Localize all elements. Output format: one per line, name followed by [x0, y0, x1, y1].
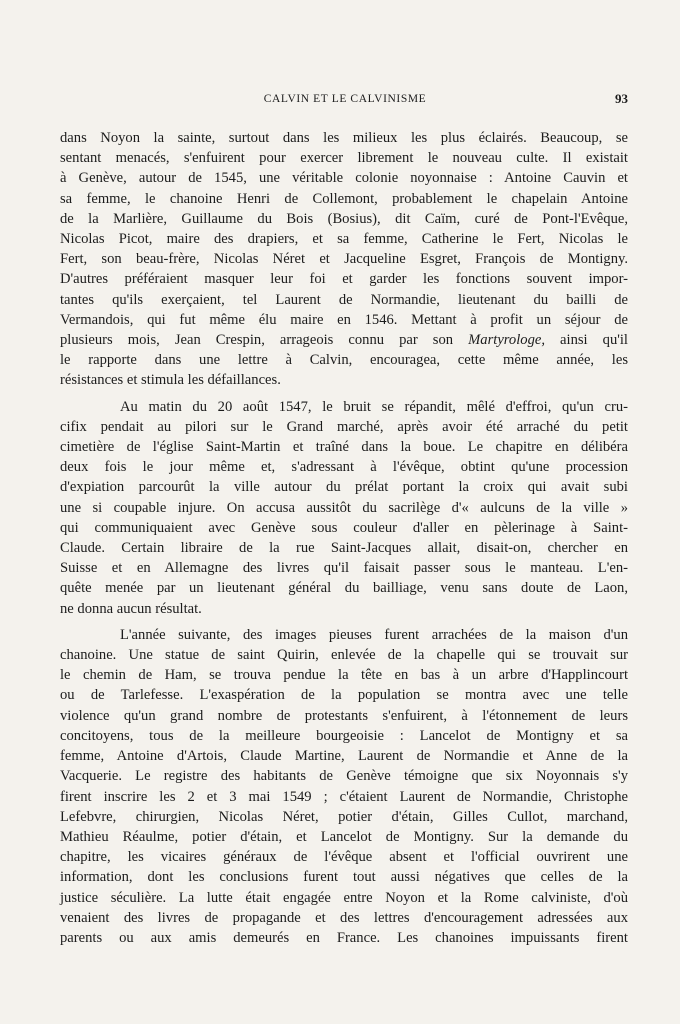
text-line: firent inscrire les 2 et 3 mai 1549 ; c'étaient Laurent de Normandie, Christophe [60, 788, 628, 805]
text-line: résistances et stimula les défaillances. [60, 372, 281, 389]
text-line: information, dont les conclusions furent tout aussi négatives que celles de la [60, 869, 628, 886]
text-line: le rapporte dans une lettre à Calvin, encouragea, cette même année, les [60, 352, 628, 369]
text-line: Vacquerie. Le registre des habitants de Genève témoigne que six Noyonnais s'y [60, 768, 628, 785]
text-line: tantes qu'ils exerçaient, tel Laurent de Normandie, lieutenant du bailli de [60, 291, 628, 308]
text-line: Au matin du 20 août 1547, le bruit se répandit, mêlé d'effroi, qu'un cru- [120, 398, 628, 415]
paragraph-3 [60, 625, 628, 948]
text-line: cimetière de l'église Saint-Martin et traîné dans la boue. Le chapitre en délibéra [60, 439, 628, 456]
text-line: Claude. Certain libraire de la rue Saint-Jacques allait, disait-on, chercher en [60, 540, 628, 557]
text-line: concitoyens, tous de la meilleure bourgeoisie : Lancelot de Montigny et sa [60, 727, 628, 744]
paragraph-2 [60, 397, 628, 619]
text-line: justice séculière. La lutte était engagée entre Noyon et la Rome calviniste, d'où [60, 889, 628, 906]
text-line: ou de Tarlefesse. L'exaspération de la population se montra avec une telle [60, 687, 628, 704]
text-line: Nicolas Picot, maire des drapiers, et sa femme, Catherine le Fert, Nicolas le [60, 231, 628, 248]
text-line: venaient des livres de propagande et des lettres d'encouragement adressées aux [60, 909, 628, 926]
text-line: quête menée par un lieutenant général du bailliage, venu sans doute de Laon, [60, 580, 628, 597]
paragraph-1 [60, 128, 628, 391]
text-fragment: ainsi qu'il [560, 332, 628, 349]
text-line: Suisse et en Allemagne des livres qu'il faisait passer sous le manteau. L'en- [60, 560, 628, 577]
text-line: à Genève, autour de 1545, une véritable colonie noyonnaise : Antoine Cauvin et [60, 170, 628, 187]
page-number: 93 [615, 91, 628, 106]
text-line: d'expiation parcourût la ville autour du prélat portant la croix qui avait subi [60, 479, 628, 496]
running-title: CALVIN ET LE CALVINISME [263, 93, 427, 105]
text-line: parents ou aux amis demeurés en France. Les chanoines impuissants firent [60, 929, 628, 946]
text-line: de la Marlière, Guillaume du Bois (Bosius), dit Caïm, curé de Pont-l'Evêque, [60, 210, 628, 227]
text-line: Lefebvre, chirurgien, Nicolas Néret, potier d'étain, Gilles Cullot, marchand, [60, 808, 628, 825]
text-line: chapitre, les vicaires généraux de l'évêque absent et l'official ouvrirent une [60, 849, 628, 866]
text-line: Mathieu Réaulme, potier d'étain, et Lancelot de Montigny. Sur la demande du [60, 828, 628, 845]
text-line: Fert, son beau-frère, Nicolas Néret et Jacqueline Esgret, François de Montigny. [60, 251, 628, 268]
text-line: cifix pendait au pilori sur le Grand marché, après avoir été arraché du petit [60, 418, 628, 435]
text-line: L'année suivante, des images pieuses furent arrachées de la maison d'un [120, 626, 628, 643]
text-line: Vermandois, qui fut même élu maire en 1546. Mettant à profit un séjour de [60, 311, 628, 328]
text-fragment: plusieurs mois, Jean Crespin, arrageois connu par son [60, 332, 454, 349]
text-line: le chemin de Ham, se trouva pendue la tête en bas à un arbre d'Happlincourt [60, 667, 628, 684]
text-line: violence qu'un grand nombre de protestants s'enfuirent, à l'étonnement de leurs [60, 707, 628, 724]
text-line: femme, Antoine d'Artois, Claude Martine, Laurent de Normandie et Anne de la [60, 748, 628, 765]
text-line: dans Noyon la sainte, surtout dans les milieux les plus éclairés. Beaucoup, se [60, 130, 628, 146]
text-line: sentant menacés, s'enfuirent pour exercer librement le nouveau culte. Il existait [60, 150, 628, 167]
italic-title: Martyrologe, [468, 332, 545, 349]
text-line: chanoine. Une statue de saint Quirin, enlevée de la chapelle qui se trouvait sur [60, 647, 628, 664]
text-line: sa femme, le chanoine Henri de Collemont, probablement le chapelain Antoine [60, 190, 628, 207]
text-line: D'autres préféraient masquer leur foi et garder les fonctions souvent impor- [60, 271, 628, 288]
text-line: deux fois le jour même et, s'adressant à l'évêque, obtint qu'une procession [60, 459, 628, 476]
text-line: une si coupable injure. On accusa aussitôt du sacrilège d'« aulcuns de la ville » [60, 499, 628, 516]
text-line: ne donna aucun résultat. [60, 600, 202, 617]
body-text [60, 128, 628, 954]
text-line: qui communiquaient avec Genève sous couleur d'aller en pèlerinage à Saint- [60, 519, 628, 536]
running-head [62, 89, 628, 109]
text-line-with-italic [60, 330, 628, 350]
